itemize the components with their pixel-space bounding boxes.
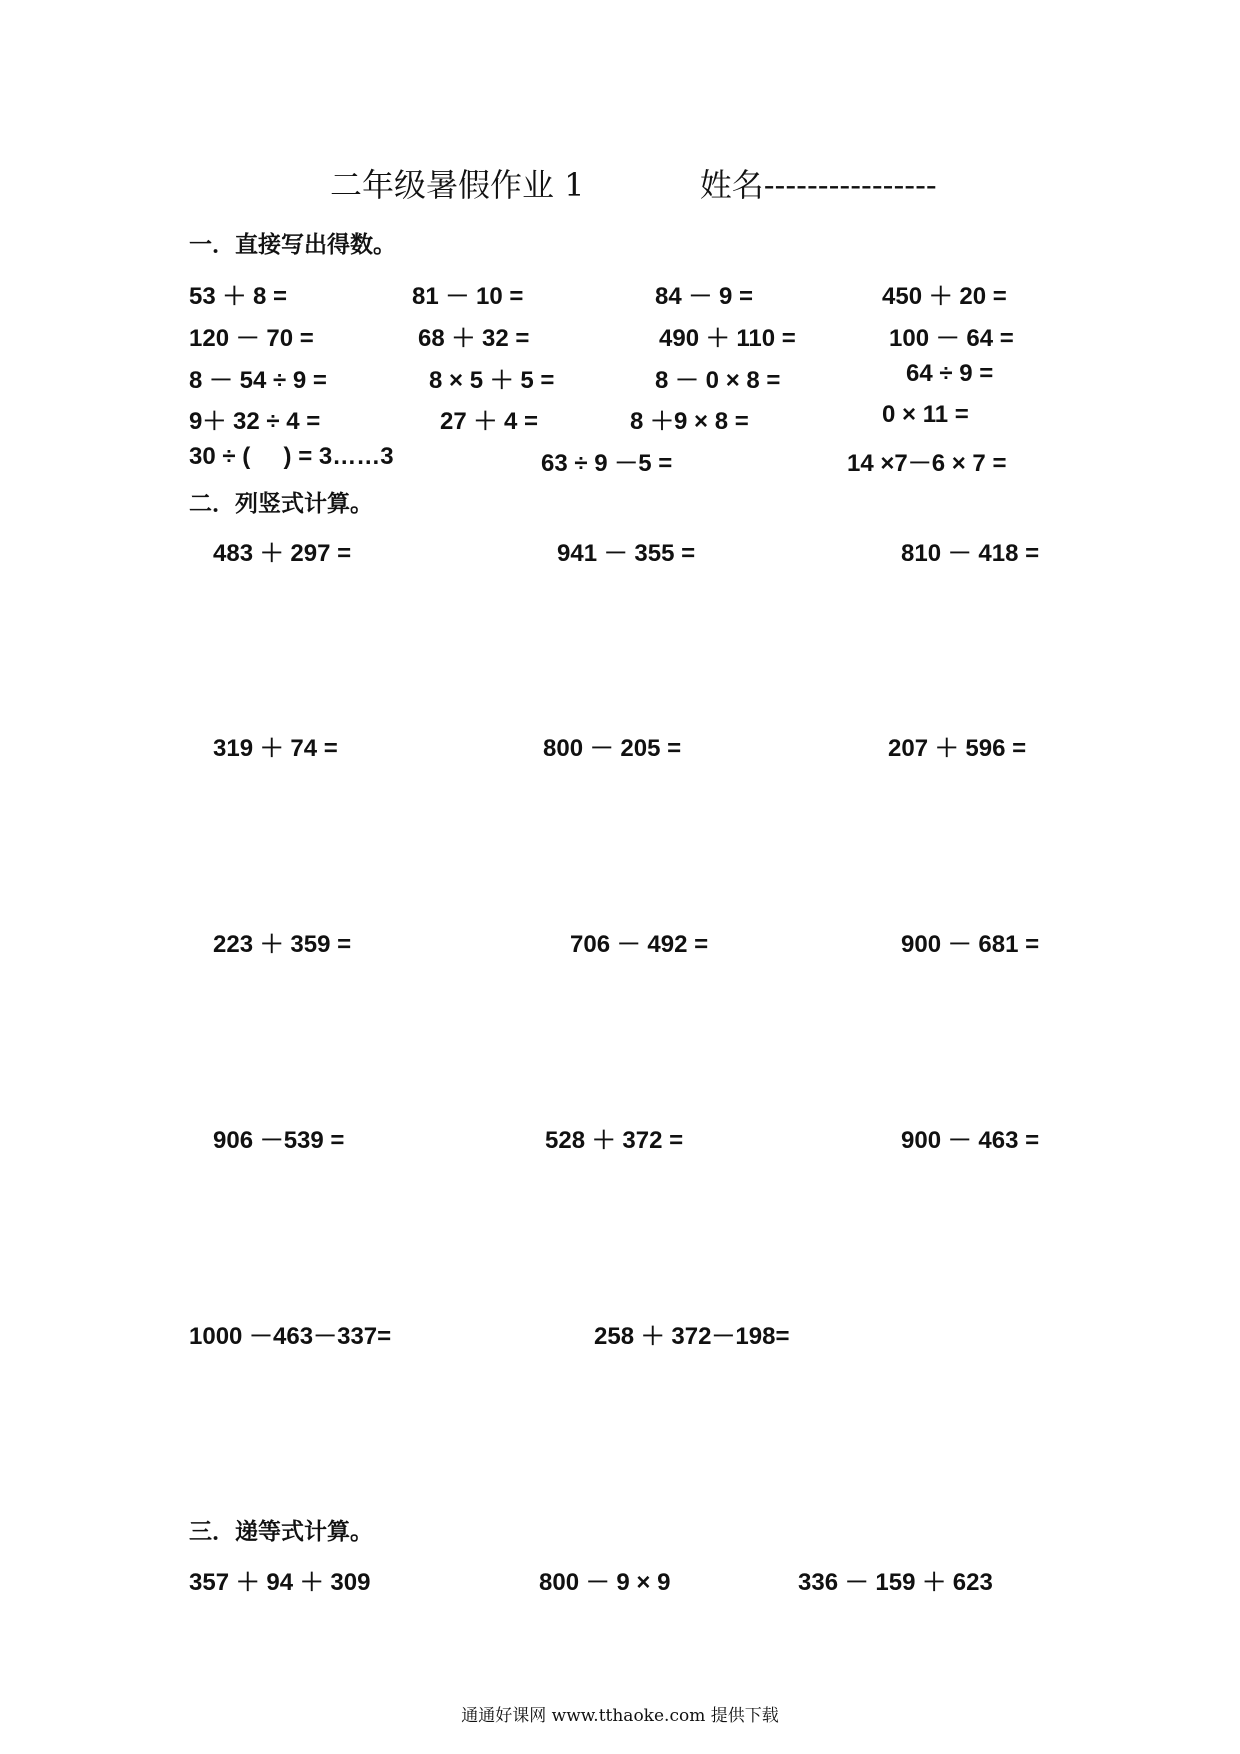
page-header [330,160,937,206]
vertical-problem: 528 ＋ 372 = [545,1127,684,1154]
vertical-problem: 800 － 205 = [543,735,682,762]
step-problem: 336 － 159 ＋ 623 [798,1569,993,1596]
section-3-heading: 三．递等式计算。 [189,1519,373,1545]
oral-problem: 84 － 9 = [655,283,754,310]
section-2-heading: 二．列竖式计算。 [189,491,373,517]
oral-problem: 30 ÷ ( ) = 3……3 [189,443,394,470]
oral-problem: 450 ＋ 20 = [882,283,1007,310]
section-1-heading: 一．直接写出得数。 [189,232,396,258]
vertical-problem: 319 ＋ 74 = [213,735,338,762]
oral-problem: 53 ＋ 8 = [189,283,288,310]
vertical-problem: 900 － 463 = [901,1127,1040,1154]
vertical-problem: 900 － 681 = [901,931,1040,958]
oral-problem: 120 － 70 = [189,325,314,352]
vertical-problem: 941 － 355 = [557,540,696,567]
oral-problem: 100 － 64 = [889,325,1014,352]
name-label: 姓名---------------- [699,166,937,204]
oral-problem: 81 － 10 = [412,283,524,310]
vertical-problem: 706 － 492 = [570,931,709,958]
step-problem: 357 ＋ 94 ＋ 309 [189,1569,371,1596]
oral-problem: 490 ＋ 110 = [659,325,796,352]
oral-problem: 8 ＋9 × 8 = [630,408,749,435]
footer-credit: 通通好课网 www.tthaoke.com 提供下载 [461,1706,779,1726]
step-problem: 800 － 9 × 9 [539,1569,671,1596]
oral-problem: 27 ＋ 4 = [440,408,539,435]
vertical-problem: 207 ＋ 596 = [888,735,1027,762]
oral-problem: 8 × 5 ＋ 5 = [429,367,555,394]
oral-problem: 9＋ 32 ÷ 4 = [189,408,321,435]
oral-problem: 64 ÷ 9 = [906,360,994,387]
oral-problem: 8 － 0 × 8 = [655,367,781,394]
oral-problem: 14 ×7－6 × 7 = [847,450,1007,477]
vertical-problem: 906 －539 = [213,1127,345,1154]
vertical-problem: 810 － 418 = [901,540,1040,567]
vertical-problem: 258 ＋ 372－198= [594,1323,790,1350]
oral-problem: 63 ÷ 9 －5 = [541,450,673,477]
oral-problem: 0 × 11 = [882,401,969,428]
vertical-problem: 223 ＋ 359 = [213,931,352,958]
oral-problem: 68 ＋ 32 = [418,325,530,352]
page-title: 二年级暑假作业 1 [330,166,585,204]
vertical-problem: 1000 －463－337= [189,1323,392,1350]
vertical-problem: 483 ＋ 297 = [213,540,352,567]
oral-problem: 8 － 54 ÷ 9 = [189,367,327,394]
